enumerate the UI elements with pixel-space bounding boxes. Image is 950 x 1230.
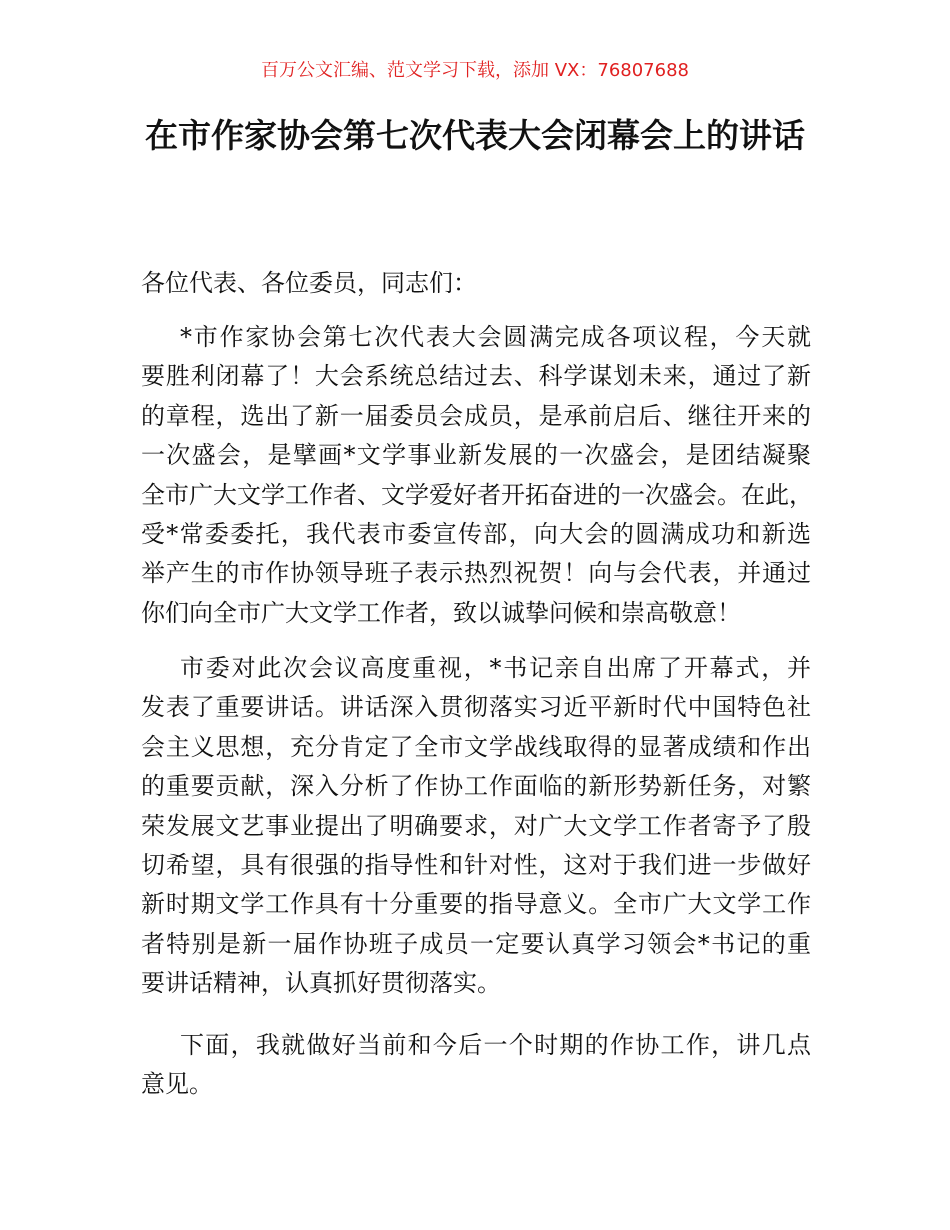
text-line: 发表了重要讲话。讲话深入贯彻落实习近平新时代中国特色社: [141, 693, 811, 722]
text-line: 荣发展文艺事业提出了明确要求，对广大文学工作者寄予了殷: [141, 811, 811, 840]
text-line: *市作家协会第七次代表大会圆满完成各项议程，今天就: [180, 323, 811, 351]
text-line: 你们向全市广大文学工作者，致以诚挚问候和崇高敬意！: [141, 598, 741, 627]
text-line: 的章程，选出了新一届委员会成员，是承前启后、继往开来的: [141, 401, 811, 430]
text-line: 要胜利闭幕了！大会系统总结过去、科学谋划未来，通过了新: [141, 362, 811, 391]
text-line: 的重要贡献，深入分析了作协工作面临的新形势新任务，对繁: [141, 772, 811, 801]
text-line: 切希望，具有很强的指导性和针对性，这对于我们进一步做好: [141, 850, 811, 879]
text-line: 举产生的市作协领导班子表示热烈祝贺！向与会代表，并通过: [141, 559, 811, 588]
document-title: 在市作家协会第七次代表大会闭幕会上的讲话: [145, 116, 805, 155]
text-line: 会主义思想，充分肯定了全市文学战线取得的显著成绩和作出: [141, 732, 811, 761]
text-line: 新时期文学工作具有十分重要的指导意义。全市广大文学工作: [141, 890, 811, 919]
body-paragraph-1: [141, 318, 811, 633]
watermark-banner: 百万公文汇编、范文学习下载，添加 VX：76807688: [261, 60, 689, 81]
text-line: 意见。: [141, 1070, 213, 1099]
text-line: 要讲话精神，认真抓好贯彻落实。: [141, 969, 501, 998]
text-line: 者特别是新一届作协班子成员一定要认真学习领会*书记的重: [141, 929, 811, 958]
body-paragraph-2: [141, 649, 811, 1004]
salutation-paragraph: [141, 264, 811, 303]
text-line: 一次盛会，是擘画*文学事业新发展的一次盛会，是团结凝聚: [141, 441, 811, 470]
text-line: 市委对此次会议高度重视，*书记亲自出席了开幕式，并: [180, 654, 811, 682]
text-line: 各位代表、各位委员，同志们：: [141, 269, 477, 297]
text-line: 受*常委委托，我代表市委宣传部，向大会的圆满成功和新选: [141, 519, 811, 548]
body-paragraph-3: [141, 1026, 811, 1105]
text-line: 全市广大文学工作者、文学爱好者开拓奋进的一次盛会。在此，: [141, 480, 813, 509]
text-line: 下面，我就做好当前和今后一个时期的作协工作，讲几点: [180, 1031, 811, 1059]
